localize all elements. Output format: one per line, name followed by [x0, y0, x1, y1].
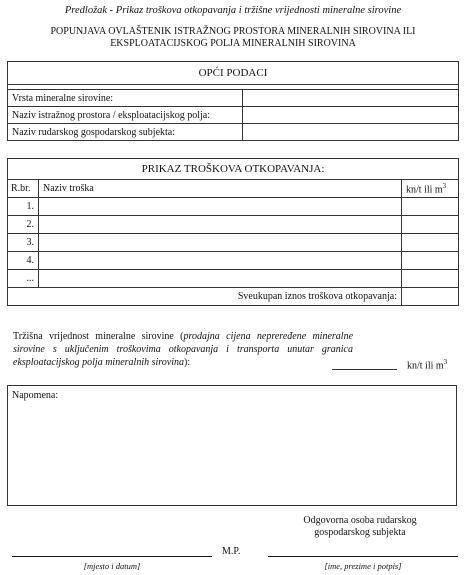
- cost-value-cell[interactable]: [402, 198, 459, 216]
- table-row: [8, 288, 459, 306]
- responsible-line-1: Odgovorna osoba rudarskog: [303, 515, 417, 526]
- instruction-line-1: POPUNJAVA OVLAŠTENIK ISTRAŽNOG PROSTORA MINERALNIH SIROVINA ILI: [50, 26, 416, 37]
- table-row: [8, 107, 459, 124]
- unit-text: kn/t ili m: [407, 360, 444, 372]
- col-unit-header: [402, 180, 459, 198]
- row-number: 2.: [8, 216, 39, 234]
- note-box[interactable]: [7, 385, 457, 506]
- field-name-field[interactable]: [243, 107, 459, 124]
- cost-name-cell[interactable]: [39, 270, 402, 288]
- col-name-header: Naziv troška: [39, 180, 402, 198]
- company-name-label: Naziv rudarskog gospodarskog subjekta:: [8, 124, 243, 141]
- general-data-heading: OPĆI PODACI: [8, 62, 459, 85]
- note-label: Napomena:: [12, 390, 59, 401]
- market-value-unit: [407, 358, 447, 371]
- costs-table: [7, 158, 459, 306]
- market-value-text: [13, 330, 353, 369]
- instruction-heading: [10, 26, 456, 50]
- cost-value-cell[interactable]: [402, 234, 459, 252]
- cost-name-cell[interactable]: [39, 198, 402, 216]
- general-data-table: [7, 61, 459, 141]
- table-row: [8, 216, 459, 234]
- responsible-person: [290, 515, 430, 539]
- unit-superscript: 3: [442, 181, 447, 190]
- mineral-type-field[interactable]: [243, 90, 459, 107]
- market-value-field[interactable]: [332, 369, 397, 370]
- unit-superscript: 3: [443, 358, 448, 366]
- unit-text: kn/t ili m: [406, 184, 443, 196]
- row-number: 3.: [8, 234, 39, 252]
- signature-line[interactable]: [268, 556, 458, 557]
- cost-value-cell[interactable]: [402, 252, 459, 270]
- table-row: [8, 252, 459, 270]
- cost-value-cell[interactable]: [402, 216, 459, 234]
- table-row: [8, 270, 459, 288]
- cost-name-cell[interactable]: [39, 252, 402, 270]
- total-costs-label: Sveukupan iznos troškova otkopavanja:: [8, 288, 402, 306]
- mineral-type-label: Vrsta mineralne sirovine:: [8, 90, 243, 107]
- market-value-description: prodajna cijena nepreređene mineralne sirovine s uključenim troškovima otkopavanja i transporta unutar granica eksploatacijskog polja mineralnih sirovina: [13, 331, 354, 368]
- table-header-row: [8, 180, 459, 198]
- cost-name-cell[interactable]: [39, 216, 402, 234]
- company-name-field[interactable]: [243, 124, 459, 141]
- place-date-line[interactable]: [12, 556, 212, 557]
- row-number: 1.: [8, 198, 39, 216]
- signature-caption: [ime, prezime i potpis]: [324, 561, 402, 571]
- table-row: [8, 198, 459, 216]
- instruction-line-2: EKSPLOATACIJSKOG POLJA MINERALNIH SIROVINA: [110, 38, 356, 49]
- cost-value-cell[interactable]: [402, 270, 459, 288]
- market-value-lead: Tržišna vrijednost mineralne sirovine (: [13, 331, 184, 342]
- row-number: 4.: [8, 252, 39, 270]
- cost-name-cell[interactable]: [39, 234, 402, 252]
- table-row: [8, 90, 459, 107]
- table-row: [8, 234, 459, 252]
- field-name-label: Naziv istražnog prostora / eksploatacijskog polja:: [8, 107, 243, 124]
- costs-heading: PRIKAZ TROŠKOVA OTKOPAVANJA:: [8, 159, 459, 180]
- total-costs-cell[interactable]: [402, 288, 459, 306]
- responsible-line-2: gospodarskog subjekta: [314, 527, 406, 538]
- market-value-tail: ):: [184, 357, 191, 368]
- table-row: [8, 124, 459, 141]
- template-title: Predložak - Prikaz troškova otkopavanja i tržišne vrijednosti mineralne sirovine: [64, 5, 402, 16]
- col-number-header: R.br.: [8, 180, 39, 198]
- stamp-label: M.P.: [222, 546, 241, 557]
- place-date-caption: [mjesto i datum]: [83, 561, 141, 571]
- row-number: ...: [8, 270, 39, 288]
